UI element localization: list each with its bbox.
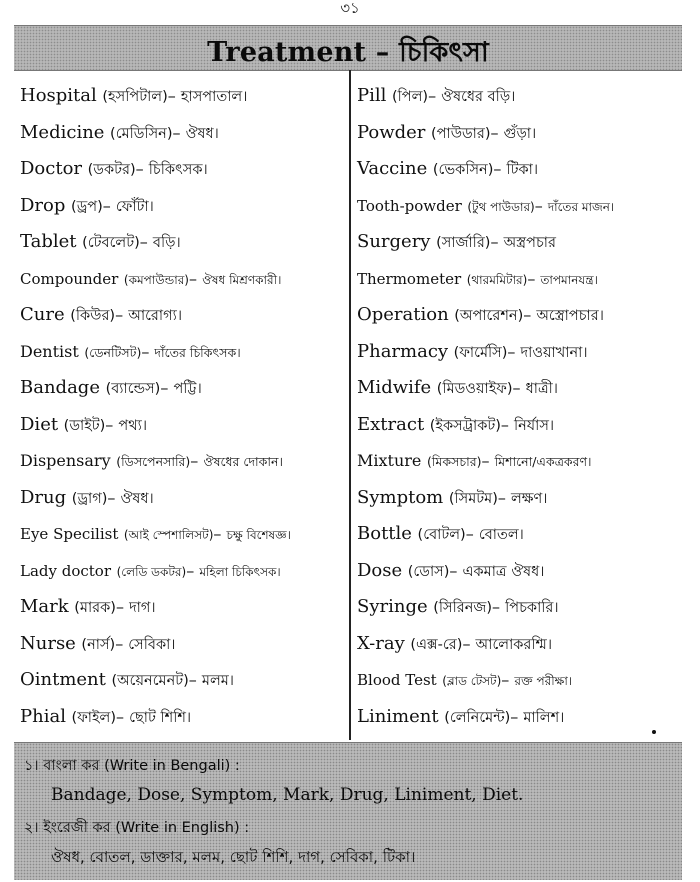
- english-word: Dentist: [20, 341, 79, 361]
- english-word: Phial: [20, 705, 66, 727]
- vocab-row: [357, 297, 692, 334]
- vocab-row: [357, 662, 692, 699]
- title-band: [14, 25, 682, 71]
- english-word: Midwife: [357, 377, 432, 398]
- pronunciation: (সার্জারি): [436, 235, 491, 251]
- bengali-meaning: বোতল।: [478, 527, 524, 543]
- page-title: Treatment – চিকিৎসা: [207, 37, 489, 68]
- english-word: Bandage: [20, 377, 100, 398]
- vocab-row: [20, 334, 346, 371]
- vocab-row: [357, 188, 692, 225]
- english-word: Extract: [357, 413, 425, 435]
- english-word: Operation: [357, 304, 449, 325]
- vocab-row: [20, 78, 346, 115]
- vocab-row: [20, 261, 346, 298]
- pronunciation: (টুথ পাউডার): [467, 199, 535, 214]
- english-word: X-ray: [357, 632, 405, 654]
- pronunciation: (পাউডার): [430, 125, 491, 142]
- english-word: Eye Specilist: [20, 525, 119, 543]
- pronunciation: (টেবলেট): [82, 235, 140, 251]
- dash-separator: –: [497, 487, 511, 507]
- pronunciation: (সিমটম): [448, 490, 498, 507]
- dash-separator: –: [523, 305, 537, 324]
- dash-separator: –: [105, 414, 119, 434]
- bengali-meaning: টিকা।: [506, 162, 539, 178]
- bengali-meaning: পট্টি।: [173, 381, 202, 397]
- pronunciation: (ডেনটিসট): [84, 344, 142, 360]
- pronunciation: (ব্যান্ডেস): [105, 381, 161, 397]
- dash-separator: –: [492, 597, 506, 616]
- dash-separator: –: [490, 122, 504, 142]
- english-word: Liniment: [357, 705, 439, 727]
- bengali-meaning: ছোট শিশি।: [129, 709, 192, 726]
- column-divider: [349, 70, 351, 740]
- bengali-meaning: পথ্য।: [118, 417, 148, 434]
- pronunciation: (ভেকসিন): [432, 162, 494, 178]
- english-word: Pill: [357, 85, 387, 106]
- bengali-meaning: ঔষধ।: [120, 490, 154, 507]
- dash-separator: –: [107, 487, 121, 507]
- bengali-meaning: মহিলা চিকিৎসক।: [199, 564, 281, 579]
- bengali-meaning: বড়ি।: [152, 235, 181, 251]
- dash-separator: –: [465, 524, 479, 543]
- pronunciation: (ডিসপেনসারি): [116, 454, 191, 469]
- english-word: Drop: [20, 194, 66, 216]
- left-vocabulary-column: [20, 78, 346, 735]
- dash-separator: –: [188, 268, 203, 288]
- pronunciation: (সিরিনজ): [433, 600, 493, 616]
- english-word: Surgery: [357, 231, 431, 252]
- pronunciation: (কিউর): [70, 308, 116, 324]
- english-word: Dispensary: [20, 451, 111, 470]
- english-word: Mixture: [357, 451, 422, 470]
- pronunciation: (মিডওয়াইফ): [436, 381, 513, 397]
- english-word: Cure: [20, 304, 65, 325]
- pronunciation: (ইকসট্রাকট): [429, 417, 501, 434]
- pronunciation: (এক্স-রে): [410, 636, 463, 653]
- bengali-meaning: পিচকারি।: [505, 600, 559, 616]
- english-word: Doctor: [20, 158, 83, 179]
- dash-separator: –: [115, 633, 129, 653]
- vocab-row: [20, 553, 346, 590]
- pronunciation: (মিকসচার): [426, 454, 482, 469]
- bengali-meaning: লক্ষণ।: [510, 490, 548, 507]
- english-word: Powder: [357, 121, 426, 143]
- bengali-meaning: চিকিৎসক।: [148, 162, 208, 178]
- bengali-meaning: হাসপাতাল।: [180, 89, 248, 105]
- pronunciation: (ফার্মেসি): [453, 344, 508, 361]
- vocab-row: [20, 297, 346, 334]
- pronunciation: (ড্রপ): [70, 198, 103, 215]
- english-word: Nurse: [20, 632, 76, 654]
- exercise-1-label: ১। বাংলা কর (Write in Bengali) :: [24, 758, 240, 774]
- pronunciation: (মারক): [74, 600, 116, 616]
- vocab-row: [20, 370, 346, 407]
- dash-separator: –: [527, 268, 541, 288]
- pronunciation: (লেডি ডকটর): [116, 564, 187, 579]
- pronunciation: (আই স্পেশালিসট): [123, 528, 214, 542]
- page-number: ৩১: [340, 0, 360, 17]
- english-word: Tooth-powder: [357, 196, 462, 215]
- bengali-meaning: দাঁতের মাজন।: [547, 199, 615, 214]
- english-word: Thermometer: [357, 269, 462, 288]
- bengali-meaning: তাপমানযন্ত্র।: [540, 272, 598, 287]
- pronunciation: (ডাইট): [63, 417, 106, 434]
- english-word: Drug: [20, 486, 67, 508]
- dash-separator: –: [493, 159, 507, 178]
- vocab-row: [357, 370, 692, 407]
- bengali-meaning: ঔষধ।: [185, 125, 219, 142]
- dash-separator: –: [481, 451, 495, 470]
- english-word: Bottle: [357, 523, 412, 544]
- exercise-2-words: ঔষধ, বোতল, ডাক্তার, মলম, ছোট শিশি, দাগ, সেবিকা, টিকা।: [51, 848, 416, 866]
- vocab-row: [357, 78, 692, 115]
- bengali-meaning: ঔষধ মিশ্রণকারী।: [202, 272, 282, 287]
- pronunciation: (ড্রাগ): [71, 490, 108, 507]
- english-word: Hospital: [20, 85, 97, 106]
- vocab-row: [357, 699, 692, 736]
- bengali-meaning: ধাত্রী।: [525, 381, 558, 397]
- pronunciation: (লেনিমেন্ট): [444, 709, 511, 726]
- english-word: Blood Test: [357, 671, 437, 689]
- pronunciation: (হসপিটাল): [102, 89, 168, 105]
- english-word: Compounder: [20, 269, 119, 288]
- pronunciation: (ফাইল): [71, 709, 116, 726]
- dash-separator: –: [449, 560, 463, 580]
- vocab-row: [357, 553, 692, 590]
- vocab-row: [20, 115, 346, 152]
- pronunciation: (অপারেশন): [454, 308, 524, 324]
- english-word: Vaccine: [357, 158, 428, 179]
- vocab-row: [357, 443, 692, 480]
- bengali-meaning: ঔষধের দোকান।: [203, 454, 283, 469]
- pronunciation: (অয়েনমেনট): [111, 673, 189, 689]
- dash-separator: –: [510, 706, 524, 726]
- dash-separator: –: [428, 86, 442, 105]
- dash-separator: –: [512, 378, 526, 397]
- bengali-meaning: আলোকরশ্মি।: [475, 636, 553, 653]
- vocab-row: [20, 224, 346, 261]
- dash-separator: –: [172, 122, 186, 142]
- bengali-meaning: চক্ষু বিশেষজ্ঞ।: [226, 528, 291, 542]
- bengali-meaning: ফোঁটা।: [115, 198, 154, 215]
- english-word: Ointment: [20, 669, 106, 690]
- english-word: Lady doctor: [20, 561, 112, 580]
- pronunciation: (নার্স): [81, 636, 116, 653]
- vocab-row: [20, 151, 346, 188]
- pronunciation: (ডকটর): [87, 162, 136, 178]
- dash-separator: –: [501, 670, 515, 689]
- dash-separator: –: [507, 341, 521, 361]
- dash-separator: –: [462, 633, 476, 653]
- dash-separator: –: [490, 232, 504, 251]
- bengali-meaning: অস্ত্রোপচার।: [536, 308, 604, 324]
- vocab-row: [357, 589, 692, 626]
- vocab-row: [357, 334, 692, 371]
- english-word: Tablet: [20, 231, 77, 252]
- english-word: Diet: [20, 413, 59, 435]
- bengali-meaning: সেবিকা।: [128, 636, 176, 653]
- exercise-1-words: Bandage, Dose, Symptom, Mark, Drug, Liniment, Diet.: [51, 785, 524, 805]
- bengali-meaning: রক্ত পরীক্ষা।: [514, 674, 573, 688]
- dash-separator: –: [141, 341, 155, 361]
- dash-separator: –: [534, 195, 548, 215]
- vocab-row: [357, 115, 692, 152]
- right-vocabulary-column: [357, 78, 692, 735]
- vocab-row: [20, 188, 346, 225]
- vocab-row: [357, 224, 692, 261]
- pronunciation: (বোটল): [417, 527, 466, 543]
- dash-separator: –: [190, 451, 204, 470]
- vocab-row: [20, 662, 346, 699]
- dash-separator: –: [116, 706, 130, 726]
- pronunciation: (ডোস): [407, 563, 450, 580]
- english-word: Pharmacy: [357, 340, 449, 362]
- vocab-row: [357, 407, 692, 444]
- vocab-row: [357, 261, 692, 298]
- english-word: Syringe: [357, 596, 428, 617]
- english-word: Medicine: [20, 121, 105, 143]
- bengali-meaning: ঔষধের বড়ি।: [441, 89, 516, 105]
- vocab-row: [357, 516, 692, 553]
- vocab-row: [20, 589, 346, 626]
- dash-separator: –: [115, 305, 129, 324]
- dash-separator: –: [139, 232, 153, 251]
- print-speck: [652, 730, 656, 734]
- vocab-row: [20, 407, 346, 444]
- dash-separator: –: [102, 195, 116, 215]
- bengali-meaning: মিশানো/একত্রকরণ।: [494, 454, 592, 469]
- bengali-meaning: দাঁতের চিকিৎসক।: [154, 344, 241, 360]
- pronunciation: (কমপাউন্ডার): [123, 272, 189, 287]
- dash-separator: –: [167, 86, 181, 105]
- bengali-meaning: মালিশ।: [523, 709, 565, 726]
- vocab-row: [20, 626, 346, 663]
- bengali-meaning: মলম।: [201, 673, 234, 689]
- bengali-meaning: আরোগ্য।: [128, 308, 183, 324]
- pronunciation: (মেডিসিন): [110, 125, 173, 142]
- dash-separator: –: [213, 524, 227, 543]
- bengali-meaning: নির্যাস।: [513, 417, 555, 434]
- dash-separator: –: [135, 159, 149, 178]
- bengali-meaning: গুঁড়া।: [503, 125, 537, 142]
- pronunciation: (ব্লাড টেসট): [442, 674, 502, 688]
- vocab-row: [20, 699, 346, 736]
- vocab-row: [20, 443, 346, 480]
- vocab-row: [20, 480, 346, 517]
- bengali-meaning: একমাত্র ঔষধ।: [462, 563, 545, 580]
- bengali-meaning: দাগ।: [129, 600, 156, 616]
- english-word: Symptom: [357, 486, 444, 508]
- pronunciation: (থারমমিটার): [466, 272, 528, 287]
- bengali-meaning: দাওয়াখানা।: [520, 344, 588, 361]
- dash-separator: –: [115, 597, 130, 616]
- exercise-box: [14, 742, 682, 880]
- vocab-row: [357, 626, 692, 663]
- dash-separator: –: [186, 560, 200, 580]
- english-word: Dose: [357, 559, 403, 581]
- bengali-meaning: অস্ত্রপচার: [503, 235, 556, 251]
- dash-separator: –: [160, 378, 174, 397]
- vocab-row: [357, 480, 692, 517]
- pronunciation: (পিল): [391, 89, 429, 105]
- dash-separator: –: [188, 670, 202, 689]
- exercise-2-label: ২। ইংরেজী কর (Write in English) :: [24, 820, 250, 836]
- vocab-row: [357, 151, 692, 188]
- english-word: Mark: [20, 596, 69, 617]
- dash-separator: –: [500, 414, 514, 434]
- vocab-row: [20, 516, 346, 553]
